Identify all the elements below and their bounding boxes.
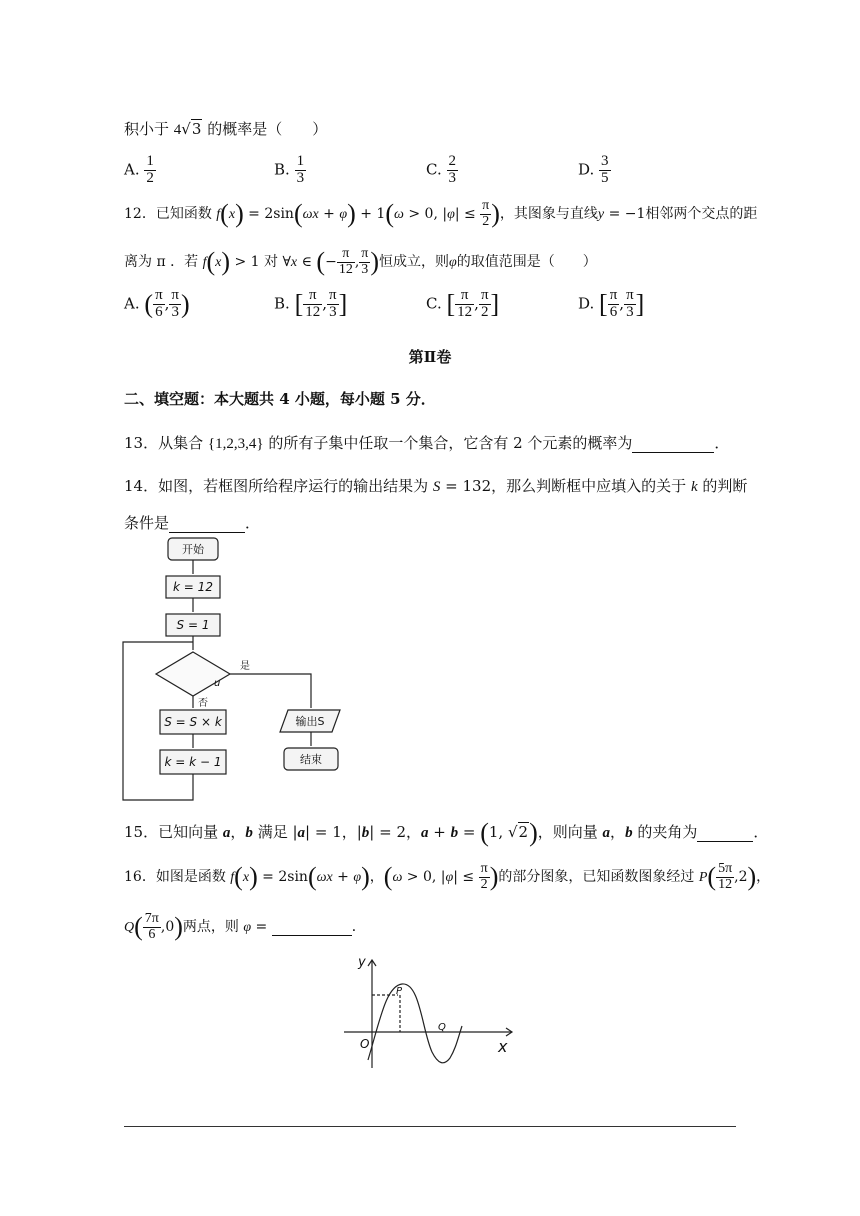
graph-q-label: Q	[438, 1022, 446, 1033]
q13-answer-blank[interactable]	[632, 434, 714, 453]
q13: 13．从集合 {1,2,3,4} 的所有子集中任取一个集合，它含有 2 个元素的概率为 ．	[124, 434, 730, 452]
flow-yes-label: 是	[240, 661, 250, 672]
flow-no-label: 否	[198, 698, 208, 709]
flow-output-label: 输出S	[295, 715, 325, 728]
q11-option-b[interactable]: B. $\frac{1}{3}$	[274, 153, 305, 186]
flow-end-label: 结束	[300, 753, 322, 766]
flow-init-s-label: S = 1	[176, 618, 210, 632]
graph-origin-label: O	[360, 1037, 370, 1051]
q12-line-1: 12．已知函数 f(x) = 2sin(ωx + φ) + 1(ω > 0, |φ| ≤ $\frac{\pi}{2}$ )，其图象与直线y = −1相邻两个交点的距	[124, 198, 758, 229]
flow-init-k-label: k = 12	[173, 580, 213, 594]
q12-option-b[interactable]: B. [ $\frac{\pi}{12}$ , $\frac{\pi}{3}$ ]	[274, 287, 348, 320]
footer-divider	[124, 1126, 736, 1127]
section2-title: 二、填空题：本大题共 4 小题，每小题 5 分．	[124, 390, 436, 408]
q16-line-1: 16．如图是函数 f(x) = 2sin(ωx + φ)，(ω > 0, |φ| ≤ $\frac{\pi}{2}$ )的部分图象，已知函数图象经过 P( $\frac{5\pi}{12}$ ,2)，	[124, 861, 771, 892]
graph-p-label: P	[396, 986, 403, 997]
q16-line-2: Q( $\frac{7\pi}{6}$ ,0)两点，则 φ = ．	[124, 911, 366, 942]
q14-line-2: 条件是 ．	[124, 514, 261, 532]
q11-option-d[interactable]: D. $\frac{3}{5}$	[578, 153, 609, 186]
q12-line-2: 离为 π ．若 f(x) > 1 对 ∀x ∈ (− $\frac{\pi}{12}$ , $\frac{\pi}{3}$ )恒成立，则φ的取值范围是（ ）	[124, 246, 597, 277]
q11-continuation: 积小于 4√3 的概率是（ ）	[124, 120, 328, 138]
q12-option-c[interactable]: C. [ $\frac{\pi}{12}$ , $\frac{\pi}{2}$ ]	[426, 287, 500, 320]
q16-answer-blank[interactable]	[272, 919, 352, 936]
q12-option-d[interactable]: D. [ $\frac{\pi}{6}$ , $\frac{\pi}{3}$ ]	[578, 287, 645, 320]
flow-mult-label: S = S × k	[164, 715, 222, 729]
flow-mark: u	[214, 678, 221, 689]
q12-option-a[interactable]: A. ( $\frac{\pi}{6}$ , $\frac{\pi}{3}$ )	[124, 287, 190, 320]
q16-graph	[340, 950, 520, 1070]
flow-start-label: 开始	[182, 543, 204, 556]
q15: 15．已知向量 a，b 满足 |a| = 1，|b| = 2，a + b = (1, √2)，则向量 a，b 的夹角为 ．	[124, 818, 769, 847]
q15-answer-blank[interactable]	[697, 823, 753, 842]
q14-flowchart	[118, 530, 358, 810]
flow-dec-label: k = k − 1	[164, 755, 222, 769]
graph-y-label: y	[358, 955, 366, 970]
q14-line-1: 14．如图，若框图所给程序运行的输出结果为 S = 132，那么判断框中应填入的关于 k 的判断	[124, 477, 748, 495]
part2-title: 第Ⅱ卷	[408, 348, 452, 366]
graph-x-label: x	[498, 1037, 508, 1056]
q13-set: {1,2,3,4}	[207, 436, 264, 452]
flow-decision	[156, 652, 230, 696]
q11-option-c[interactable]: C. $\frac{2}{3}$	[426, 153, 456, 186]
q11-option-a[interactable]: A. $\frac{1}{2}$	[124, 153, 154, 186]
sine-curve	[368, 984, 462, 1063]
